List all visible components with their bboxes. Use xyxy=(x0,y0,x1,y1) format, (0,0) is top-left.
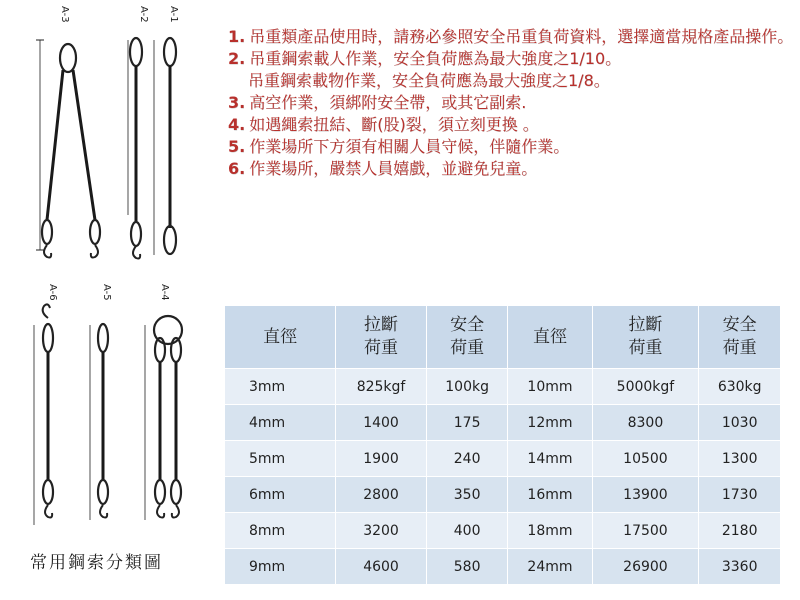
table-cell: 3mm xyxy=(225,369,336,405)
table-cell: 13900 xyxy=(592,477,699,513)
sling-a2 xyxy=(128,38,142,259)
table-cell: 12mm xyxy=(508,405,592,441)
wire-rope-spec-table xyxy=(225,306,781,584)
rule-item xyxy=(228,158,794,180)
sling-a1 xyxy=(154,38,176,255)
wire-rope-diagram xyxy=(0,0,215,600)
sling-a4 xyxy=(145,316,182,520)
table-cell: 3360 xyxy=(699,549,781,585)
label-a6: A-6 xyxy=(47,284,58,301)
table-cell: 9mm xyxy=(225,549,336,585)
table-cell: 2800 xyxy=(336,477,427,513)
label-a4: A-4 xyxy=(159,284,170,301)
rule-item xyxy=(228,136,794,158)
rule-number: 5. xyxy=(228,137,246,156)
table-row xyxy=(225,513,781,549)
table-cell: 1400 xyxy=(336,405,427,441)
table-cell: 1730 xyxy=(699,477,781,513)
rule-text: 高空作業，須綁附安全帶，或其它副索. xyxy=(249,93,527,112)
sling-a5 xyxy=(90,324,108,520)
sling-a6 xyxy=(34,304,53,525)
rule-number: 2. xyxy=(228,49,246,68)
table-cell: 1030 xyxy=(699,405,781,441)
rule-text: 作業場所下方須有相關人員守候，伴隨作業。 xyxy=(249,137,570,156)
rule-item xyxy=(228,48,794,70)
table-cell: 630kg xyxy=(699,369,781,405)
table-cell: 8300 xyxy=(592,405,699,441)
header-breaking-load: 拉斷 荷重 xyxy=(592,306,699,369)
table-cell: 16mm xyxy=(508,477,592,513)
sling-a3 xyxy=(36,40,100,258)
header-diameter: 直徑 xyxy=(225,306,336,369)
header-safe-load: 安全 荷重 xyxy=(426,306,508,369)
table-row xyxy=(225,405,781,441)
rule-text: 吊重鋼索載物作業，安全負荷應為最大強度之1/8。 xyxy=(248,71,610,90)
safety-rules-list xyxy=(228,26,794,180)
table-cell: 2180 xyxy=(699,513,781,549)
table-cell: 400 xyxy=(426,513,508,549)
label-a1: A-1 xyxy=(168,6,179,23)
table-cell: 26900 xyxy=(592,549,699,585)
table-row xyxy=(225,441,781,477)
table-cell: 1300 xyxy=(699,441,781,477)
table-cell: 1900 xyxy=(336,441,427,477)
label-a3: A-3 xyxy=(59,6,70,23)
label-a5: A-5 xyxy=(101,284,112,301)
table-cell: 6mm xyxy=(225,477,336,513)
table-row xyxy=(225,369,781,405)
table-cell: 5mm xyxy=(225,441,336,477)
rule-number: 1. xyxy=(228,27,246,46)
diagram-caption: 常用鋼索分類圖 xyxy=(30,553,163,573)
table-cell: 5000kgf xyxy=(592,369,699,405)
table-cell: 825kgf xyxy=(336,369,427,405)
table-cell: 17500 xyxy=(592,513,699,549)
table-cell: 3200 xyxy=(336,513,427,549)
rule-text: 作業場所，嚴禁人員嬉戲，並避免兒童。 xyxy=(249,159,538,178)
rule-item xyxy=(228,26,794,48)
table-cell: 8mm xyxy=(225,513,336,549)
header-diameter: 直徑 xyxy=(508,306,592,369)
table-cell: 24mm xyxy=(508,549,592,585)
table-row xyxy=(225,477,781,513)
table-cell: 14mm xyxy=(508,441,592,477)
table-cell: 350 xyxy=(426,477,508,513)
table-cell: 4600 xyxy=(336,549,427,585)
table-cell: 175 xyxy=(426,405,508,441)
table-cell: 240 xyxy=(426,441,508,477)
table-cell: 18mm xyxy=(508,513,592,549)
table-row xyxy=(225,549,781,585)
table-cell: 10mm xyxy=(508,369,592,405)
rule-text: 吊重鋼索載人作業，安全負荷應為最大強度之1/10。 xyxy=(249,49,622,68)
rule-number: 4. xyxy=(228,115,246,134)
table-cell: 580 xyxy=(426,549,508,585)
rule-number: 6. xyxy=(228,159,246,178)
header-breaking-load: 拉斷 荷重 xyxy=(336,306,427,369)
rule-text: 吊重類產品使用時，請務必參照安全吊重負荷資料，選擇適當規格產品操作。 xyxy=(249,27,794,46)
table-cell: 100kg xyxy=(426,369,508,405)
rule-item xyxy=(228,92,794,114)
table-cell: 10500 xyxy=(592,441,699,477)
rule-item xyxy=(228,114,794,136)
rule-text: 如遇繩索扭結、斷(股)裂，須立刻更換 。 xyxy=(249,115,539,134)
label-a2: A-2 xyxy=(138,6,149,23)
rule-number: 3. xyxy=(228,93,246,112)
table-header-row xyxy=(225,306,781,369)
header-safe-load: 安全 荷重 xyxy=(699,306,781,369)
rule-item-continued xyxy=(228,70,794,92)
table-cell: 4mm xyxy=(225,405,336,441)
